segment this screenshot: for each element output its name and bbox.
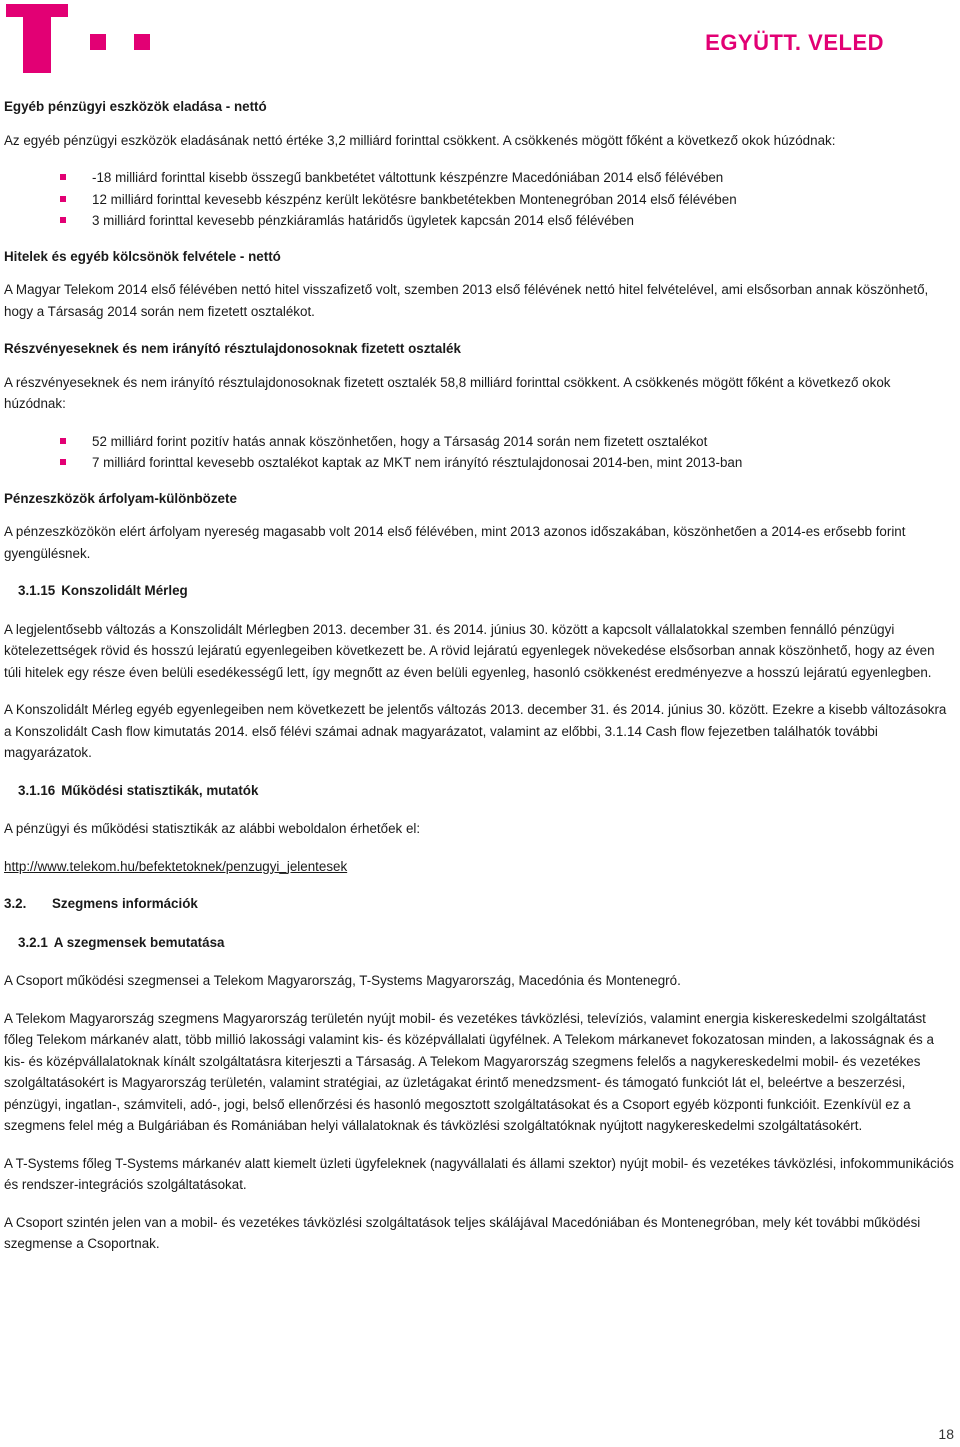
section-heading: Részvényeseknek és nem irányító résztulajdonosoknak fizetett osztalék: [4, 341, 461, 356]
paragraph: A Csoport működési szegmensei a Telekom Magyarország, T-Systems Magyarország, Macedónia és Montenegró.: [4, 973, 681, 988]
bullet-item: 12 milliárd forinttal kevesebb készpénz került lekötésre bankbetétekben Montenegróban 2014 első félévében: [60, 189, 954, 211]
paragraph: A Telekom Magyarország szegmens Magyarország területén nyújt mobil- és vezetékes távközlési, televíziós, valamint energia kiskereskedelmi szolgáltatást főleg Telekom márkanév alatt, több millió lakossági valamint kis- és középvállalati ügyfélnek. A Telekom márkanevet fokozatosan minden, a lakosságnak és a kis- és középvállalatoknak kínált szolgáltatásra kiterjeszti a Társaság. A Telekom Magyarország szegmens felelős a nagykereskedelmi mobil- és vezetékes szolgáltatásokért is Magyarország területén, valamint stratégiai, az üzletágakat érintő menedzsment- és támogató funkciót lát el, beleértve a beszerzési, pénzügyi, ingatlan-, számviteli, adó-, jogi, belső ellenőrzési és hasonló megosztott szolgáltatásokat és a Csoport egyéb központi funkcióit. Ezenkívül ez a szegmens felel még a Bulgáriában és Romániában helyi vállalatoknak és távközlési szolgáltatóknak nyújtott nagykereskedelmi szolgáltatásokért.: [4, 1010, 934, 1133]
numbered-heading: [18, 932, 954, 954]
heading-number: 3.2.1: [18, 934, 48, 950]
paragraph: Az egyéb pénzügyi eszközök eladásának nettó értéke 3,2 milliárd forinttal csökkent. A csökkenés mögött főként a következő okok húzódnak:: [4, 132, 836, 148]
heading-title: Működési statisztikák, mutatók: [61, 782, 259, 798]
bullet-item: -18 milliárd forinttal kisebb összegű bankbetétet váltottunk készpénzre Macedóniában 2014 első félévében: [60, 167, 954, 189]
section-heading: Pénzeszközök árfolyam-különbözete: [4, 490, 237, 506]
numbered-heading: [18, 780, 954, 802]
bullet-item: 52 milliárd forint pozitív hatás annak köszönhetően, hogy a Társaság 2014 során nem fizetett osztalékot: [60, 431, 954, 453]
paragraph: A Csoport szintén jelen van a mobil- és vezetékes távközlési szolgáltatások teljes skálájával Macedóniában és Montenegróban, mely két további működési szegmense a Csoportnak.: [4, 1214, 921, 1251]
heading-number: 3.1.16: [18, 782, 56, 798]
logo-square-2: [134, 34, 150, 50]
section-heading: Egyéb pénzügyi eszközök eladása - nettó: [4, 99, 267, 114]
bullet-list: [4, 431, 954, 474]
paragraph: A T-Systems főleg T-Systems márkanév alatt kiemelt üzleti ügyfeleknek (nagyvállalati és állami szektor) nyújt mobil- és vezetékes távközlési, infokommunikációs és rendszer-integrációs szolgáltatásokat.: [4, 1155, 954, 1192]
heading-title: Konszolidált Mérleg: [61, 583, 188, 598]
logo-t-stem: [23, 4, 51, 73]
heading-number: 3.2.: [4, 896, 27, 911]
investor-reports-link[interactable]: http://www.telekom.hu/befektetoknek/penzugyi_jelentesek: [4, 858, 348, 874]
telekom-logo: [6, 4, 156, 74]
section-heading: Hitelek és egyéb kölcsönök felvétele - nettó: [4, 248, 281, 264]
logo-square-1: [90, 34, 106, 50]
heading-number: 3.1.15: [18, 583, 56, 598]
page-number: 18: [938, 1426, 954, 1442]
heading-title: Szegmens információk: [52, 896, 198, 911]
paragraph: A pénzeszközökön elért árfolyam nyereség magasabb volt 2014 első félévében, mint 2013 azonos időszakában, köszönhetően a 2014-es erősebb forint gyengülésnek.: [4, 524, 906, 561]
bullet-list: [4, 167, 954, 232]
paragraph: A pénzügyi és működési statisztikák az alábbi weboldalon érhetőek el:: [4, 821, 421, 836]
paragraph: A legjelentősebb változás a Konszolidált Mérlegben 2013. december 31. és 2014. június 30. között a kapcsolt vállalatokkal szemben fennálló pénzügyi kötelezettségek rövid és hosszú lejáratú egyenlegeiben következett be. A rövid lejáratú egyenlegek növekedése elsősorban annak köszönhető, hogy az éven túli hitelek egy része éven belüli esedékességű lett, így megnőtt az éven belüli egyenleg, hasonló csökkenést eredményezve a hosszú lejáratú egyenlegben.: [4, 621, 935, 680]
brand-tagline: EGYÜTT. VELED: [705, 30, 884, 55]
paragraph: [4, 856, 954, 878]
document-body: [4, 96, 954, 1271]
bullet-item: 7 milliárd forinttal kevesebb osztalékot kaptak az MKT nem irányító résztulajdonosai 2014-ben, mint 2013-ban: [60, 452, 954, 474]
heading-title: A szegmensek bemutatása: [53, 934, 225, 950]
paragraph: A Magyar Telekom 2014 első félévében nettó hitel visszafizető volt, szemben 2013 első félévének nettó hitel felvételével, ami elsősorban annak köszönhető, hogy a Társaság 2014 során nem fizetett osztalékot.: [4, 282, 929, 319]
bullet-item: 3 milliárd forinttal kevesebb pénzkiáramlás határidős ügyletek kapcsán 2014 első félévében: [60, 210, 954, 232]
paragraph: A részvényeseknek és nem irányító résztulajdonosoknak fizetett osztalék 58,8 milliárd forinttal csökkent. A csökkenés mögött főként a következő okok húzódnak:: [4, 374, 891, 411]
paragraph: A Konszolidált Mérleg egyéb egyenlegeiben nem következett be jelentős változás 2013. december 31. és 2014. június 30. között. Ezekre a kisebb változásokra a Konszolidált Cash flow kimutatás 2014. első félévi számai adnak magyarázatot, valamint az előbbi, 3.1.14 Cash flow fejezetben találhatók további magyarázatok.: [4, 702, 947, 760]
numbered-heading: [4, 893, 954, 915]
numbered-heading: [18, 580, 954, 602]
